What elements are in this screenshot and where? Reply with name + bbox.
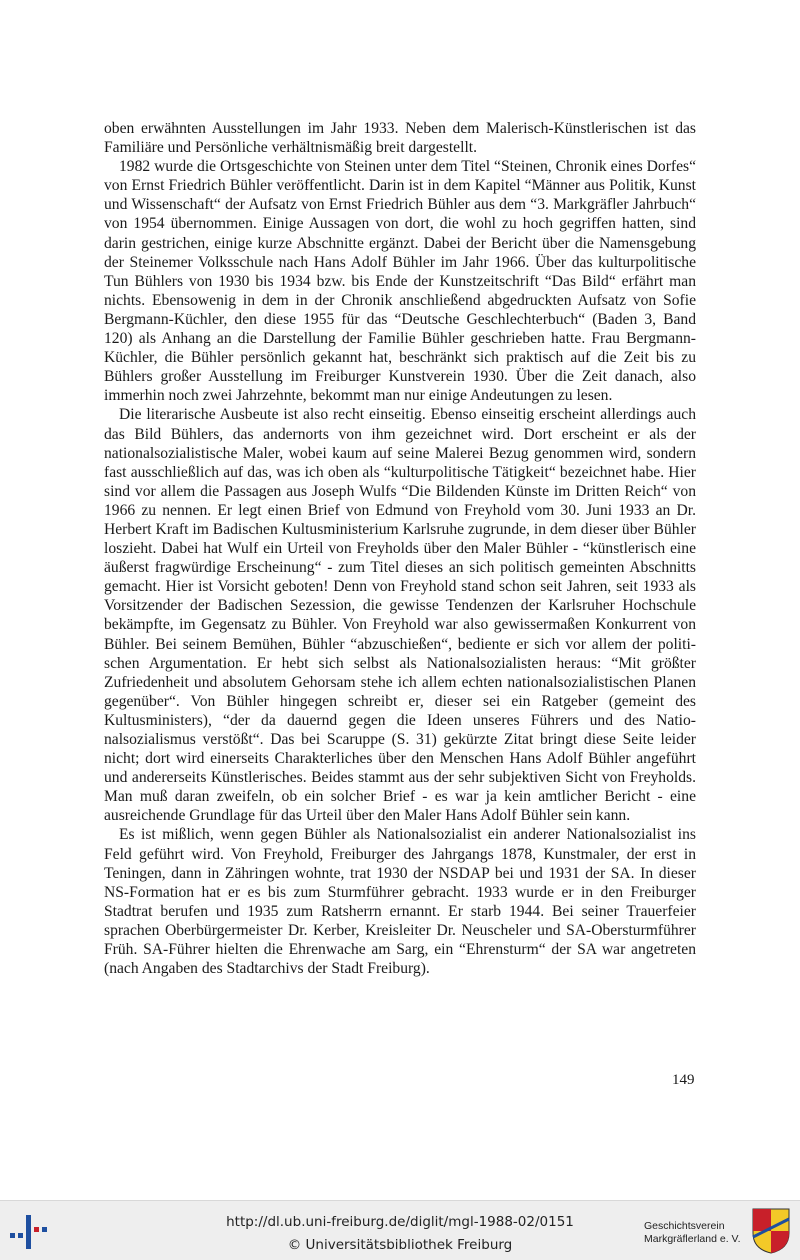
body-text xyxy=(104,119,696,978)
association-line-1: Geschichtsverein xyxy=(644,1220,725,1232)
paragraph: Die literarische Ausbeute ist also recht einseitig. Ebenso einseitig erscheint allerdings auch das Bild Bühlers, das andernorts von ihm gezeichnet wird. Dort erscheint er als der nationalsozialistische Maler, wobei kaum auf seine Malerei Bezug genommen wird, sondern fast ausschließlich auf das, was ich oben als “kulturpolitische Tätigkeit“ bezeichnet habe. Hier sind vor allem die Passagen aus Joseph Wulfs “Die Bildenden Künste im Dritten Reich“ von 1966 zu nennen. Er legt einen Brief von Edmund von Freyhold vom 30. Juni 1933 an Dr. Herbert Kraft im Badischen Kultusministerium Karlsruhe zugrunde, in dem dieser über Bühler loszieht. Dabei hat Wulf ein Urteil von Freyholds über den Maler Bühler - “künstlerisch eine äußerst fragwürdige Erscheinung“ - zum Titel dieses an sich politisch gemeinten Abschnitts gemacht. Hier ist Vorsicht geboten! Denn von Freyhold stand schon seit Jahren, seit 1933 als Vorsitzender der Badischen Sezession, die gewisse Tendenzen der Karlsruher Hochschule bekämpfte, im Gegensatz zu Bühler. Von Freyhold war also gewissermaßen Konkurrent von Bühler. Bei seinem Bemühen, Bühler “abzuschießen“, bediente er sich vor allem der politischen Argumentation. Er hebt sich selbst als Nationalsozialisten heraus: “Mit größter Zufriedenheit und absolutem Gehorsam stehe ich allem echten nationalsozialistischen Planen gegenüber“. Von Bühler hingegen schreibt er, dieser sei ein Ratgeber (gemeint des Kultusministers), “der da dauernd gegen die Ideen unseres Führers und des Nationalsozialismus verstößt“. Das bei Scaruppe (S. 31) gekürzte Zitat bringt diese Seite leider nicht; dort wird einerseits Charakterliches über den Menschen Hans Adolf Bühler angeführt und andererseits Künstlerisches. Beides stammt aus der sehr subjektiven Sicht von Freyholds. Man muß daran zweifeln, ob ein solcher Brief - es war ja kein amtlicher Bericht - eine ausreichende Grundlage für das Urteil über den Maler Hans Adolf Bühler sein kann. xyxy=(104,406,696,825)
paragraph: 1982 wurde die Ortsgeschichte von Steinen unter dem Titel “Steinen, Chronik eines Dorfes“ von Ernst Friedrich Bühler veröffentlicht. Darin ist in dem Kapitel “Männer aus Politik, Kunst und Wissenschaft“ der Aufsatz von Ernst Friedrich Bühler aus dem “3. Markgräfler Jahrbuch“ von 1954 übernommen. Einige Aussagen von dort, die wohl zu hoch gegriffen hatten, sind darin gestrichen, einige kurze Abschnitte ergänzt. Dabei der Bericht über die Namensgebung der Steinemer Volksschule nach Hans Adolf Bühler im Jahr 1966. Über das kulturpolitische Tun Bühlers von 1930 bis 1934 bzw. bis Ende der Kunstzeitschrift “Das Bild“ erfährt man nichts. Ebensowenig in dem in der Chronik anschließend abgedruckten Aufsatz von Sofie Bergmann-Küchler, den diese 1955 für das “Deutsche Geschlechterbuch“ (Baden 3, Band 120) als Anhang an die Darstellung der Familie Bühler geschrieben hatte. Frau Bergmann-Küchler, die Bühler persönlich gekannt hat, beschränkt sich praktisch auf die Zeit bis zu Bühlers großer Ausstellung im Freiburger Kunstverein 1930. Über die Zeit danach, also immerhin noch zwei Jahrzehnte, bekommt man nur einige Andeutungen zu lesen. xyxy=(104,158,696,405)
association-line-2: Markgräflerland e. V. xyxy=(644,1232,741,1245)
paragraph: Es ist mißlich, wenn gegen Bühler als Nationalsozialist ein anderer Nationalsozialist ins Feld geführt wird. Von Freyhold, Freiburger des Jahrgangs 1878, Kunstmaler, der erst in Teningen, dann in Zähringen wohnte, trat 1930 der NSDAP bei und 1931 der SA. In dieser NS-Formation hat er es bis zum Sturmführer gebracht. 1933 wurde er in den Freiburger Stadtrat berufen und 1935 zum Ratsherrn ernannt. Er starb 1944. Bei seiner Trauerfeier sprachen Oberbürgermeister Dr. Kerber, Kreisleiter Dr. Neuscheler und SA-Obersturmführer Früh. SA-Führer hielten die Ehrenwache am Sarg, ein “Ehrensturm“ der SA war angetreten (nach Angaben des Stadtarchivs der Stadt Freiburg). xyxy=(104,826,696,978)
association-name xyxy=(644,1220,741,1245)
footer-bar xyxy=(0,1200,800,1260)
ub-freiburg-logo-icon xyxy=(8,1211,52,1251)
source-url[interactable]: http://dl.ub.uni-freiburg.de/diglit/mgl-1988-02/0151 xyxy=(226,1214,574,1230)
coat-of-arms-icon xyxy=(751,1207,791,1255)
copyright-notice: © Universitätsbibliothek Freiburg xyxy=(287,1237,513,1253)
page-number: 149 xyxy=(672,1072,695,1088)
paragraph: oben erwähnten Ausstellungen im Jahr 1933. Neben dem Malerisch-Künstlerischen ist das Familiäre und Persönliche verhältnismäßig breit dargestellt. xyxy=(104,120,696,157)
